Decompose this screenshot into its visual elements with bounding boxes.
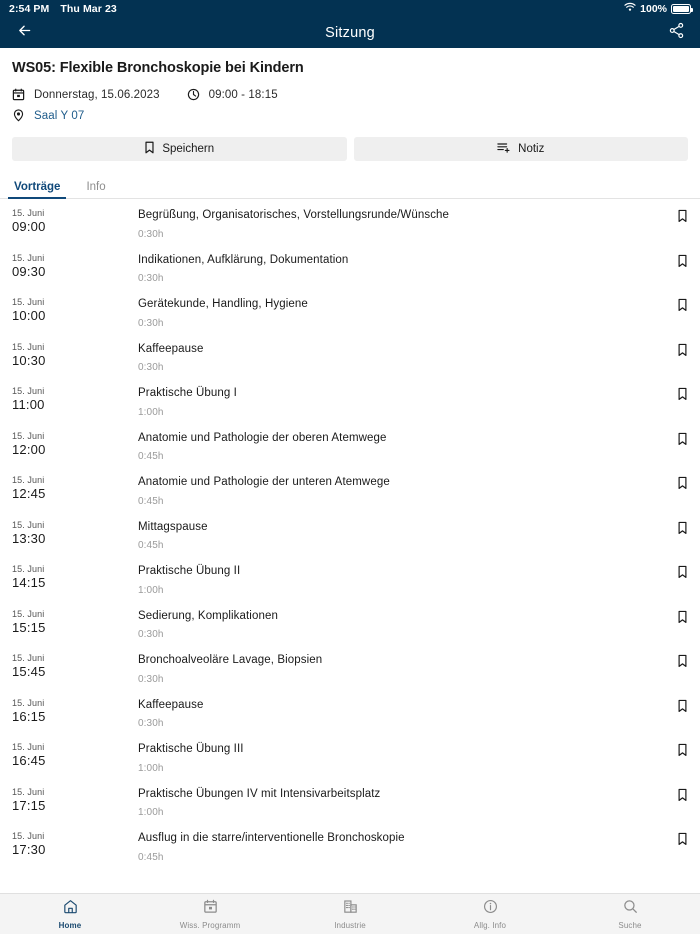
talk-duration: 1:00h	[138, 807, 164, 818]
talk-title: Ausflug in die starre/interventionelle Bronchoskopie	[138, 832, 405, 845]
talk-row[interactable]	[0, 778, 700, 823]
talk-date: 15. Juni	[12, 697, 45, 708]
talk-time-block	[12, 385, 64, 413]
page-title: Sitzung	[325, 24, 375, 41]
battery-percent-label: 100%	[640, 2, 667, 15]
talk-row[interactable]	[0, 288, 700, 333]
share-icon	[668, 22, 685, 44]
session-title: WS05: Flexible Bronchoskopie bei Kindern	[12, 60, 304, 76]
status-bar-date: Thu Mar 23	[60, 2, 117, 15]
talk-time-block	[12, 519, 64, 547]
talk-duration: 0:45h	[138, 540, 164, 551]
bookmark-outline-icon	[677, 254, 688, 273]
talk-row[interactable]	[0, 422, 700, 467]
talk-time-block	[12, 430, 64, 458]
talk-bookmark-button[interactable]	[664, 652, 688, 673]
talk-body	[64, 563, 664, 595]
talk-date: 15. Juni	[12, 742, 45, 753]
talk-row[interactable]	[0, 600, 700, 645]
bookmark-outline-icon	[677, 788, 688, 807]
talk-duration: 0:30h	[138, 317, 164, 329]
talk-time-block	[12, 741, 64, 769]
talk-bookmark-button[interactable]	[664, 296, 688, 317]
calendar-icon	[12, 88, 29, 101]
search-icon	[623, 899, 638, 919]
talk-duration: 0:30h	[138, 673, 164, 685]
note-button[interactable]	[354, 137, 689, 161]
talk-date: 15. Juni	[12, 475, 45, 486]
talk-duration: 1:00h	[138, 584, 164, 596]
talk-time-block	[12, 563, 64, 591]
talk-date: 15. Juni	[12, 386, 45, 397]
talk-time-block	[12, 296, 64, 324]
talk-body	[64, 474, 664, 506]
bookmark-outline-icon	[677, 832, 688, 851]
info-circle-icon	[483, 899, 498, 919]
talk-row[interactable]	[0, 733, 700, 778]
bookmark-outline-icon	[677, 476, 688, 495]
talk-bookmark-button[interactable]	[664, 519, 688, 540]
talk-time-block	[12, 830, 64, 858]
talk-row[interactable]	[0, 466, 700, 511]
talk-duration: 0:30h	[138, 228, 164, 240]
talk-bookmark-button[interactable]	[664, 341, 688, 362]
nav-item-label: Industrie	[334, 920, 366, 930]
save-button[interactable]	[12, 137, 347, 161]
status-bar-indicators	[624, 2, 691, 15]
talk-duration: 0:30h	[138, 718, 164, 729]
talk-duration: 1:00h	[138, 762, 164, 774]
talk-start-time: 16:45	[12, 753, 46, 769]
talk-title: Anatomie und Pathologie der unteren Atemwege	[138, 476, 390, 489]
talk-row[interactable]	[0, 199, 700, 244]
talk-body	[64, 786, 664, 818]
bookmark-outline-icon	[677, 610, 688, 629]
talk-time-block	[12, 608, 64, 636]
talk-body	[64, 830, 664, 862]
bookmark-outline-icon	[677, 432, 688, 451]
tab-bar	[0, 172, 700, 199]
talk-start-time: 10:00	[12, 308, 46, 324]
talk-row[interactable]	[0, 822, 700, 867]
note-add-icon	[497, 141, 511, 157]
talk-title: Kaffeepause	[138, 342, 204, 355]
nav-item-industrie[interactable]	[280, 894, 420, 934]
talks-list[interactable]	[0, 199, 700, 893]
talk-date: 15. Juni	[12, 297, 45, 308]
talk-time-block	[12, 341, 64, 369]
talk-row[interactable]	[0, 244, 700, 289]
talk-bookmark-button[interactable]	[664, 430, 688, 451]
talk-date: 15. Juni	[12, 831, 45, 842]
session-meta-row-location	[12, 109, 688, 122]
talk-row[interactable]	[0, 555, 700, 600]
talk-body	[64, 741, 664, 773]
talk-duration: 0:45h	[138, 495, 164, 507]
talk-bookmark-button[interactable]	[664, 697, 688, 718]
bookmark-outline-icon	[677, 654, 688, 673]
talk-start-time: 09:00	[12, 219, 46, 235]
note-button-label: Notiz	[518, 143, 545, 156]
session-header	[0, 48, 700, 130]
talk-bookmark-button[interactable]	[664, 741, 688, 762]
bookmark-outline-icon	[677, 699, 688, 718]
talk-duration: 0:45h	[138, 851, 164, 863]
building-icon	[343, 899, 358, 919]
bookmark-outline-icon	[677, 209, 688, 228]
nav-item-wiss-programm[interactable]	[140, 894, 280, 934]
talk-bookmark-button[interactable]	[664, 608, 688, 629]
talk-start-time: 11:00	[12, 397, 45, 413]
talk-start-time: 14:15	[12, 575, 46, 591]
action-button-bar	[0, 130, 700, 161]
talk-start-time: 13:30	[12, 530, 46, 546]
bookmark-outline-icon	[677, 387, 688, 406]
session-location-label[interactable]: Saal Y 07	[34, 109, 85, 122]
talk-bookmark-button[interactable]	[664, 830, 688, 851]
arrow-left-icon	[16, 22, 33, 44]
talk-row[interactable]	[0, 333, 700, 378]
nav-item-home[interactable]	[0, 894, 140, 934]
talk-body	[64, 697, 664, 729]
talk-duration: 0:30h	[138, 273, 164, 284]
talk-title: Praktische Übung I	[138, 387, 237, 400]
talk-bookmark-button[interactable]	[664, 563, 688, 584]
talk-title: Anatomie und Pathologie der oberen Atemwege	[138, 431, 387, 444]
talk-body	[64, 207, 664, 239]
talk-body	[64, 519, 664, 551]
talk-duration: 0:30h	[138, 629, 164, 640]
bookmark-outline-icon	[677, 743, 688, 762]
talk-start-time: 16:15	[12, 708, 46, 724]
talk-date: 15. Juni	[12, 564, 45, 575]
talk-body	[64, 608, 664, 640]
bookmark-outline-icon	[677, 521, 688, 540]
talk-start-time: 17:15	[12, 797, 46, 813]
wifi-icon	[624, 2, 636, 15]
talk-title: Bronchoalveoläre Lavage, Biopsien	[138, 654, 323, 667]
talk-date: 15. Juni	[12, 208, 45, 219]
nav-item-label: Wiss. Programm	[179, 920, 241, 930]
save-button-label: Speichern	[162, 143, 215, 156]
nav-item-allg-info[interactable]	[420, 894, 560, 934]
talk-time-block	[12, 786, 64, 814]
talk-bookmark-button[interactable]	[664, 207, 688, 228]
talk-bookmark-button[interactable]	[664, 385, 688, 406]
talk-title: Begrüßung, Organisatorisches, Vorstellungsrunde/Wünsche	[138, 209, 450, 222]
map-pin-icon	[12, 109, 29, 122]
calendar-icon	[203, 899, 218, 919]
talk-time-block	[12, 652, 64, 680]
session-date-label: Donnerstag, 15.06.2023	[34, 88, 160, 101]
talk-row[interactable]	[0, 689, 700, 734]
talk-bookmark-button[interactable]	[664, 786, 688, 807]
talk-time-block	[12, 697, 64, 725]
status-bar	[0, 0, 700, 17]
tab-vortraege[interactable]: Vorträge	[12, 181, 62, 198]
talk-start-time: 17:30	[12, 842, 46, 858]
talk-start-time: 12:45	[12, 486, 46, 502]
talk-title: Praktische Übung III	[138, 743, 244, 756]
talk-date: 15. Juni	[12, 653, 45, 664]
talk-start-time: 10:30	[12, 352, 46, 368]
talk-time-block	[12, 207, 64, 235]
bookmark-outline-icon	[677, 565, 688, 584]
session-location[interactable]	[12, 109, 84, 122]
talk-title: Kaffeepause	[138, 698, 204, 711]
session-time	[187, 88, 278, 101]
talk-date: 15. Juni	[12, 786, 45, 797]
talk-title: Indikationen, Aufklärung, Dokumentation	[138, 253, 349, 266]
bookmark-outline-icon	[677, 343, 688, 362]
talk-title: Sedierung, Komplikationen	[138, 609, 278, 622]
talk-time-block	[12, 474, 64, 502]
talk-body	[64, 296, 664, 328]
home-icon	[63, 899, 78, 919]
talk-row[interactable]	[0, 644, 700, 689]
talk-title: Gerätekunde, Handling, Hygiene	[138, 298, 308, 311]
bookmark-outline-icon	[677, 298, 688, 317]
talk-start-time: 15:45	[12, 664, 46, 680]
share-button[interactable]	[652, 17, 700, 48]
battery-full-icon	[671, 4, 691, 14]
talk-date: 15. Juni	[12, 430, 45, 441]
status-bar-time: 2:54 PM	[9, 2, 50, 15]
talk-title: Mittagspause	[138, 520, 208, 533]
talk-duration: 1:00h	[138, 406, 164, 418]
nav-item-label: Allg. Info	[473, 920, 507, 930]
talk-bookmark-button[interactable]	[664, 252, 688, 273]
nav-item-label: Home	[58, 920, 82, 930]
clock-icon	[187, 88, 204, 101]
tab-info[interactable]: Info	[86, 181, 106, 194]
talk-start-time: 15:15	[12, 619, 46, 635]
talk-start-time: 09:30	[12, 263, 46, 279]
talk-duration: 0:30h	[138, 362, 164, 373]
talk-bookmark-button[interactable]	[664, 474, 688, 495]
talk-date: 15. Juni	[12, 519, 45, 530]
talk-row[interactable]	[0, 377, 700, 422]
bottom-navigation-bar	[0, 893, 700, 934]
talk-date: 15. Juni	[12, 252, 45, 263]
nav-item-suche[interactable]	[560, 894, 700, 934]
session-time-label: 09:00 - 18:15	[208, 88, 278, 101]
talk-start-time: 12:00	[12, 441, 46, 457]
talk-body	[64, 385, 664, 417]
talk-title: Praktische Übung II	[138, 565, 241, 578]
talk-date: 15. Juni	[12, 341, 45, 352]
talk-row[interactable]	[0, 511, 700, 556]
talk-duration: 0:45h	[138, 451, 164, 462]
talk-body	[64, 430, 664, 462]
talk-body	[64, 652, 664, 684]
session-date	[12, 88, 160, 101]
talk-title: Praktische Übungen IV mit Intensivarbeitsplatz	[138, 787, 381, 800]
back-button[interactable]	[0, 17, 48, 48]
talk-time-block	[12, 252, 64, 280]
talk-body	[64, 252, 664, 284]
talk-body	[64, 341, 664, 373]
talk-date: 15. Juni	[12, 608, 45, 619]
nav-item-label: Suche	[618, 920, 642, 930]
bookmark-icon	[144, 141, 155, 157]
app-bar	[0, 17, 700, 48]
session-meta-row-datetime	[12, 88, 688, 101]
